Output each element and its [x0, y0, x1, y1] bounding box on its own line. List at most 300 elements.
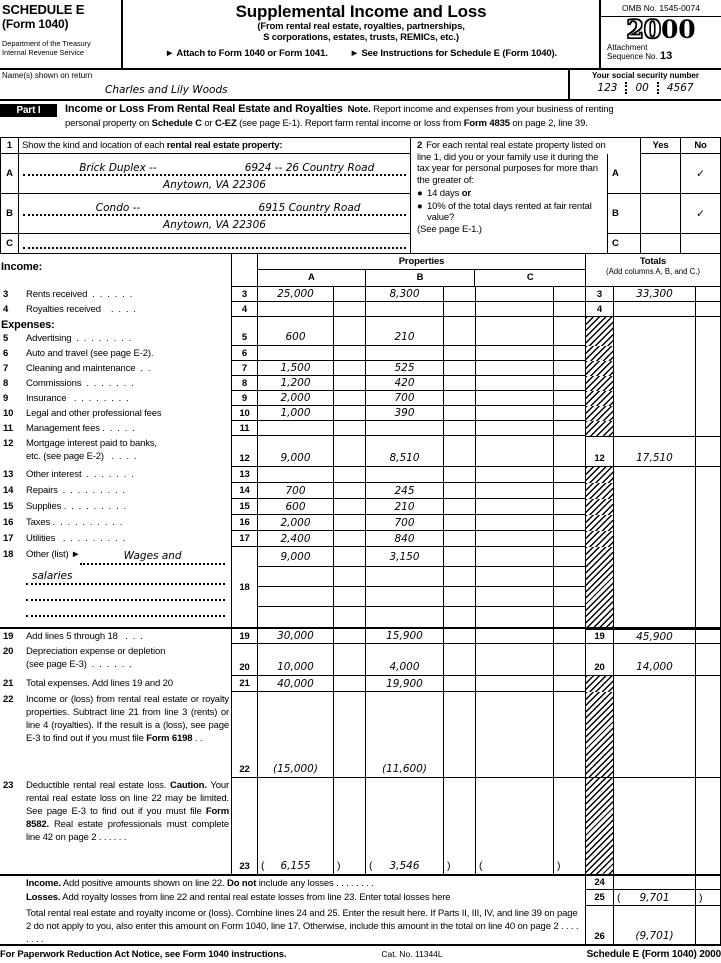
line-4-total-value [614, 302, 696, 317]
b-value: 3,150 [389, 550, 420, 563]
col-a-value: 25,000 [277, 288, 314, 300]
note-text-3: or [201, 118, 216, 129]
line-3-number-box [232, 287, 258, 302]
line-19-col-c-value [476, 629, 554, 644]
line-21-label-text [26, 677, 231, 690]
line-20-col-a-value [258, 644, 334, 676]
line-8-col-a-value [258, 376, 334, 391]
line-10-totals-empty [614, 406, 696, 421]
line-18-label [0, 547, 232, 627]
line-11-row [0, 421, 721, 436]
line-14-col-b-cents [444, 483, 476, 499]
answer-letter: A [607, 154, 640, 193]
line-16-col-b-cents [444, 515, 476, 531]
line-25-label [0, 890, 586, 906]
total-value: 17,510 [636, 452, 673, 464]
line-18-cell [334, 567, 366, 587]
form-footer [0, 944, 721, 963]
line-23-totals-cents [696, 778, 721, 874]
col-a-value: 1,500 [280, 362, 311, 374]
line-8-row [0, 376, 721, 391]
column-a-header: A [258, 270, 366, 287]
other-list-entry-line [80, 548, 225, 565]
col-b-value: 210 [394, 500, 415, 513]
line-number: 10 [239, 407, 250, 419]
line-14-totals-empty [614, 483, 696, 499]
property-description-section [0, 137, 721, 254]
line-9-col-b-cents [444, 391, 476, 406]
total-line-number: 12 [594, 453, 605, 464]
column-b-header: B [366, 270, 476, 287]
line-8-label [0, 376, 232, 391]
label-segment: Losses. [26, 892, 61, 903]
taxpayer-name: Charles and Lily Woods [105, 84, 228, 96]
line-21-margin-number: 21 [3, 678, 14, 689]
line-23-totals-empty [614, 778, 696, 874]
line-25-total-line-number [586, 890, 614, 906]
part1-heading-bar [0, 101, 721, 137]
line-19-col-a-value [258, 629, 334, 644]
label-segment: Form 8582. [26, 806, 229, 830]
line-14-col-b-value [366, 483, 444, 499]
line-20-col-a-cents [334, 644, 366, 676]
line2-question: For each rental real estate property listed on line 1, did you or your family use it during the tax year for personal purposes for more than the greater of: [417, 140, 606, 186]
total-line-number: 3 [596, 288, 603, 300]
tax-year [601, 17, 721, 43]
department-line1: Department of the Treasury [2, 39, 91, 48]
answer-row-a [607, 154, 721, 194]
col-a-value: 40,000 [277, 677, 314, 690]
line-9-col-c-value [476, 391, 554, 406]
line-20-total-line-number [586, 644, 614, 676]
line-7-col-a-value [258, 361, 334, 376]
line-9-col-b-value [366, 391, 444, 406]
line-19-label-text [26, 630, 231, 643]
line-8-col-b-value [366, 376, 444, 391]
line-6-totals-empty [614, 346, 696, 361]
line-11-label [0, 421, 232, 436]
line-21-row [0, 676, 721, 692]
line-7-number-box [232, 361, 258, 376]
label-text: Taxes . . . . . . . . . . [26, 517, 123, 528]
line-11-col-b-cents [444, 421, 476, 436]
line-21-col-c-cents [554, 676, 586, 692]
answer-row-c [607, 234, 721, 253]
line-26-label [0, 906, 586, 944]
line-15-col-c-value [476, 499, 554, 515]
line-18-cell [476, 547, 554, 567]
line-7-col-a-cents [334, 361, 366, 376]
line-24-label [0, 876, 586, 890]
line-11-label-text [26, 422, 231, 435]
col-a-value: 2,000 [280, 516, 311, 529]
line-20-col-b-value [366, 644, 444, 676]
col-b-value: 19,900 [386, 677, 423, 690]
col-b-value: 4,000 [389, 661, 420, 673]
property-city: Anytown, VA 22306 [163, 179, 266, 191]
label-text: Commissions . . . . . . . [26, 378, 134, 389]
line-17-col-c-value [476, 531, 554, 547]
label-text: Total expenses. Add lines 19 and 20 [26, 678, 173, 689]
line-21-col-a-cents [334, 676, 366, 692]
line-12-label-text [26, 437, 231, 450]
line-10-col-b-cents [444, 406, 476, 421]
columns-header [0, 254, 721, 287]
line-8-label-text [26, 377, 231, 390]
line-12-total-value [614, 436, 696, 467]
property-kind: Condo -- [95, 202, 141, 214]
label-segment: Deductible rental real estate loss. [26, 780, 171, 791]
column-c-header: C [475, 270, 585, 287]
line-22-margin-number: 22 [3, 694, 14, 705]
yes-column-header: Yes [640, 138, 680, 154]
paren-open: ( [261, 860, 265, 872]
property-city: Anytown, VA 22306 [163, 219, 266, 231]
col-b-value: 840 [394, 532, 415, 545]
property-letter: B [1, 194, 19, 233]
line-25-label-text [26, 891, 585, 904]
line-17-number-box [232, 531, 258, 547]
line-23-col-a-cents [334, 778, 366, 874]
property-row-a [1, 154, 410, 194]
line-14-col-c-cents [554, 483, 586, 499]
line-9-number-box [232, 391, 258, 406]
paren-close: ) [699, 891, 703, 904]
line-26-margin-number [0, 907, 26, 944]
line-10-col-a-cents [334, 406, 366, 421]
line-5-label [0, 317, 232, 346]
line-6-col-c-cents [554, 346, 586, 361]
line-21-col-b-cents [444, 676, 476, 692]
line-12-label [0, 436, 232, 467]
total-value: 33,300 [636, 288, 673, 300]
line-13-col-b-cents [444, 467, 476, 483]
label-segment: Caution. [170, 780, 207, 791]
total-value: 14,000 [636, 661, 673, 673]
department-line2: Internal Revenue Service [2, 47, 84, 57]
line-18-cell [476, 567, 554, 587]
paren-open: ( [479, 860, 483, 872]
line-11-totals-hatch [586, 421, 614, 436]
line-18-cell [258, 587, 334, 607]
other-list-empty-line [26, 588, 225, 601]
paren-close: ) [447, 860, 451, 872]
line-10-col-b-value [366, 406, 444, 421]
line-number: 5 [241, 332, 248, 343]
line-20-col-c-cents [554, 644, 586, 676]
line-8-col-a-cents [334, 376, 366, 391]
line-20-label-text [26, 645, 231, 658]
line-15-margin-number: 15 [3, 501, 14, 512]
line-18-cell [258, 547, 334, 567]
line-7-totals-hatch [586, 361, 614, 376]
line-24-margin-number [0, 877, 26, 890]
line-23-label-text [26, 779, 231, 844]
line-17-totals-hatch [586, 531, 614, 547]
col-b-value: 8,510 [389, 452, 420, 464]
form-subtitle-line2: S corporations, estates, trusts, REMICs, etc.) [263, 32, 459, 43]
line-17-totals-cents [696, 531, 721, 547]
line-6-totals-hatch [586, 346, 614, 361]
label-text: Utilities . . . . . . . . . [26, 533, 125, 544]
line-25-row [0, 890, 721, 906]
line-5-col-c-value [476, 317, 554, 346]
line-19-margin-number: 19 [3, 631, 14, 642]
line-5-totals-cents [696, 317, 721, 346]
line-19-number-box [232, 629, 258, 644]
line-16-number-box [232, 515, 258, 531]
col-b-value: 8,300 [389, 288, 420, 300]
ssn-divider [657, 82, 659, 94]
line-16-totals-hatch [586, 515, 614, 531]
line-14-col-a-value [258, 483, 334, 499]
line2-bullet2: 10% of the total days rented at fair rental value? [427, 201, 592, 223]
line-15-col-a-cents [334, 499, 366, 515]
line-18-cell [476, 607, 554, 627]
line-number: 7 [241, 362, 248, 374]
col-b-value: 3,546 [389, 860, 420, 872]
line2-bullet1-or: or [461, 188, 471, 199]
line-12-margin-number: 12 [3, 438, 14, 449]
line-19-total-cents [696, 629, 721, 644]
line-22-totals-empty [614, 692, 696, 778]
line-11-col-a-cents [334, 421, 366, 436]
tax-year-solid: 00 [661, 15, 696, 44]
col-a-value: 600 [285, 500, 306, 513]
line-22-label-text [26, 693, 231, 745]
label-text: Auto and travel (see page E-2). [26, 348, 154, 359]
line-13-label-text [26, 468, 231, 481]
line-22-col-b-value [366, 692, 444, 778]
line-19-total-value [614, 629, 696, 644]
line-18-cell [258, 607, 334, 627]
property-street: 6915 Country Road [258, 202, 361, 214]
note-form-4835: Form 4835 [463, 118, 510, 129]
line-23-margin-number: 23 [3, 780, 14, 791]
label-segment: Real estate professionals must complete line 42 on page 2 . . . . . . [26, 819, 229, 843]
line-3-col-a-cents [334, 287, 366, 302]
line-5-margin-number: 5 [3, 333, 9, 344]
line-22-col-b-cents [444, 692, 476, 778]
line-18-cell [554, 547, 586, 567]
line-13-totals-cents [696, 467, 721, 483]
line-number: 3 [241, 288, 248, 300]
line-15-totals-empty [614, 499, 696, 515]
line-19-total-line-number [586, 629, 614, 644]
line-13-label [0, 467, 232, 483]
property-street: 6924 -- 26 Country Road [244, 162, 375, 174]
schedule-label: SCHEDULE E [2, 2, 85, 17]
line-19-col-b-value [366, 629, 444, 644]
line-14-label [0, 483, 232, 499]
line-18-cell [476, 587, 554, 607]
note-text-4: (see page E-1). Report farm rental income or loss from [236, 118, 464, 129]
line-number: 15 [239, 501, 250, 512]
line-14-col-a-cents [334, 483, 366, 499]
totals-header [586, 254, 721, 287]
properties-header [258, 254, 586, 287]
form-header [0, 0, 721, 70]
line-8-number-box [232, 376, 258, 391]
label-text: Depreciation expense or depletion [26, 646, 166, 657]
line-15-row [0, 499, 721, 515]
line-5-col-a-cents [334, 317, 366, 346]
col-a-value: 2,400 [280, 532, 311, 545]
line-12-row [0, 436, 721, 467]
col-a-value: 2,000 [280, 392, 311, 404]
label-segment: Add royalty losses from line 22 and rental real estate losses from line 23. Enter total losses here [60, 892, 451, 903]
line-number: 23 [239, 861, 250, 872]
line-18-totals-cents [696, 547, 721, 627]
line-15-totals-hatch [586, 499, 614, 515]
line-18-cell [554, 607, 586, 627]
catalog-number: Cat. No. 11344L [381, 949, 443, 959]
line-19-col-c-cents [554, 629, 586, 644]
note-text-1: Report income and expenses from your business of renting [370, 104, 614, 115]
line-12-col-c-cents [554, 436, 586, 467]
line-25-total-cents [696, 890, 721, 906]
line-16-col-c-value [476, 515, 554, 531]
line-number-header-cell [232, 254, 258, 287]
line-26-row [0, 906, 721, 944]
line-15-col-c-cents [554, 499, 586, 515]
line-7-margin-number: 7 [3, 363, 9, 374]
line-17-label-text [26, 532, 231, 545]
line-17-row [0, 531, 721, 547]
line-13-col-b-value [366, 467, 444, 483]
ssn-label: Your social security number [592, 71, 699, 80]
paren-open: ( [369, 860, 373, 872]
line-11-number-box [232, 421, 258, 436]
line-16-col-c-cents [554, 515, 586, 531]
income-section-label: Income: [1, 261, 43, 273]
line-20-total-value [614, 644, 696, 676]
line-5-totals-hatch [586, 317, 614, 346]
line-3-col-c-value [476, 287, 554, 302]
label-text: Legal and other professional fees [26, 408, 162, 419]
line-8-col-c-value [476, 376, 554, 391]
line-number: 9 [241, 392, 248, 404]
line-16-totals-empty [614, 515, 696, 531]
line-22-label [0, 692, 232, 778]
line-23-row [0, 778, 721, 874]
sequence-label: Sequence No. [607, 52, 660, 61]
line-6-col-b-value [366, 346, 444, 361]
line-number: 4 [241, 303, 248, 315]
line-7-label [0, 361, 232, 376]
line-number: 12 [239, 453, 250, 464]
line-10-col-a-value [258, 406, 334, 421]
see-instructions: ► See Instructions for Schedule E (Form 1040). [349, 48, 558, 59]
line-number: 18 [239, 581, 250, 593]
line-10-number-box [232, 406, 258, 421]
line-25-total-value [614, 890, 696, 906]
line-18-cell [366, 567, 444, 587]
line-4-total-line-number [586, 302, 614, 317]
col-a-value: 1,000 [280, 407, 311, 419]
col-a-value: 10,000 [277, 661, 314, 673]
line-9-totals-hatch [586, 391, 614, 406]
col-a-value: 9,000 [280, 452, 311, 464]
line-3-col-b-value [366, 287, 444, 302]
line-18-cell [444, 607, 476, 627]
line-number: 19 [239, 630, 250, 642]
line-14-label-text [26, 484, 231, 497]
answer-row-b [607, 194, 721, 234]
line-7-totals-cents [696, 361, 721, 376]
col-b-value: 700 [394, 516, 415, 529]
line-18-subrow [258, 607, 586, 627]
line-number: 17 [239, 533, 250, 544]
property-kind: Brick Duplex -- [79, 162, 157, 174]
line-13-col-c-cents [554, 467, 586, 483]
label-segment: Form 6198 [146, 733, 193, 744]
label-segment: . . [192, 733, 203, 744]
line-17-margin-number: 17 [3, 533, 14, 544]
expenses-section-label: Expenses: [1, 319, 55, 331]
line-15-number-box [232, 499, 258, 515]
line-10-col-c-cents [554, 406, 586, 421]
total-value: (9,701) [635, 930, 674, 942]
line-12-col-a-value [258, 436, 334, 467]
line-13-row [0, 467, 721, 483]
line-20-margin-number: 20 [3, 646, 14, 657]
note-label: Note. [347, 104, 371, 115]
line-15-totals-cents [696, 499, 721, 515]
line-15-label-text [26, 500, 231, 513]
line2-see-page: (See page E-1.) [417, 224, 482, 235]
line-10-row [0, 406, 721, 421]
line-16-row [0, 515, 721, 531]
form-header-left [0, 0, 123, 68]
line-3-total-value [614, 287, 696, 302]
line-8-col-b-cents [444, 376, 476, 391]
line-9-label [0, 391, 232, 406]
line-17-totals-empty [614, 531, 696, 547]
line-18-cell [366, 587, 444, 607]
line-8-totals-hatch [586, 376, 614, 391]
line-8-totals-empty [614, 376, 696, 391]
line-5-col-b-cents [444, 317, 476, 346]
line-19-row [0, 627, 721, 644]
footer-form-id: Schedule E (Form 1040) 2000 [586, 949, 721, 960]
written-entry: salaries [32, 570, 73, 582]
line1-number: 1 [1, 138, 19, 153]
line-18-subrow [258, 567, 586, 587]
line-14-totals-hatch [586, 483, 614, 499]
col-b-value: 15,900 [386, 630, 423, 642]
income-expense-table [0, 287, 721, 944]
ssn-box [568, 70, 721, 99]
line-23-col-c-cents [554, 778, 586, 874]
line-21-label [0, 676, 232, 692]
line-4-row [0, 302, 721, 317]
line-14-number-box [232, 483, 258, 499]
line-number: 6 [241, 347, 248, 359]
line-10-totals-cents [696, 406, 721, 421]
paren-close: ) [557, 860, 561, 872]
label-text: Other (list) ► [26, 549, 81, 560]
line-4-col-c-cents [554, 302, 586, 317]
line-7-row [0, 361, 721, 376]
line1-property-box [0, 138, 411, 253]
col-a-value: 700 [285, 484, 306, 497]
line-13-number-box [232, 467, 258, 483]
label-text: Add lines 5 through 18 . . . [26, 631, 143, 642]
part1-badge: Part I [0, 104, 57, 117]
line-20-label [0, 644, 232, 676]
line-6-col-a-cents [334, 346, 366, 361]
